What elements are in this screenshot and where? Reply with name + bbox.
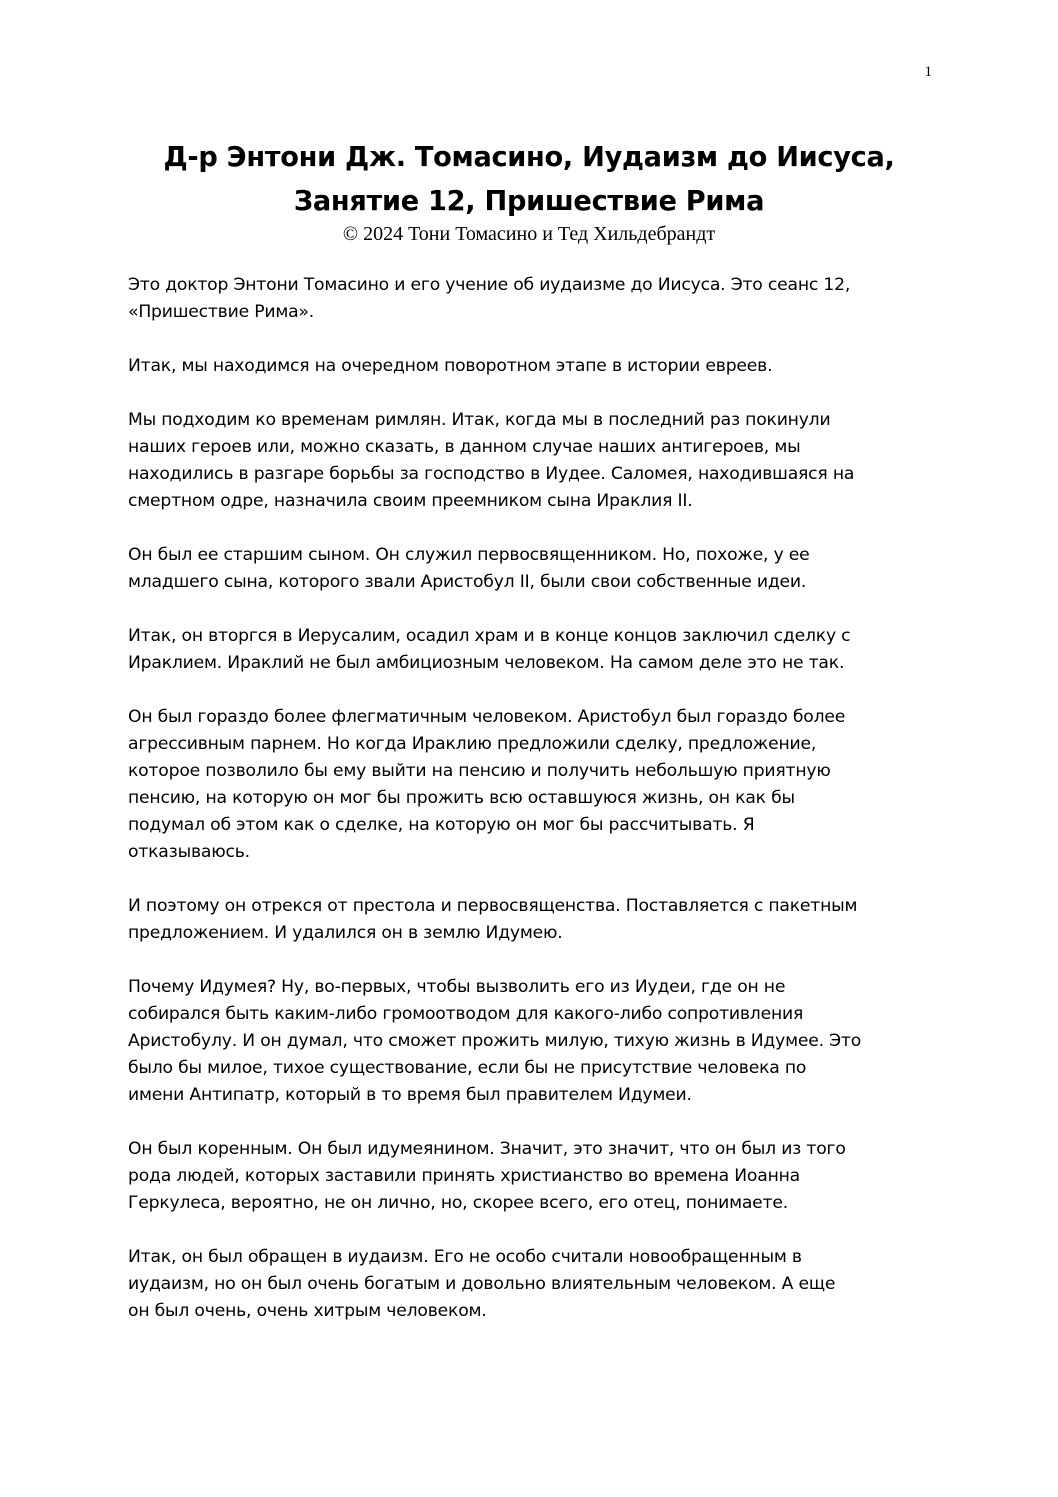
paragraph-line: Итак, он вторгся в Иерусалим, осадил храм и в конце концов заключил сделку с: [128, 626, 851, 646]
paragraph-line: которое позволило бы ему выйти на пенсию и получить небольшую приятную: [128, 761, 831, 781]
paragraph-line: агрессивным парнем. Но когда Ираклию предложили сделку, предложение,: [128, 734, 817, 754]
document-title-line-2: Занятие 12, Пришествие Рима: [293, 186, 765, 217]
paragraph: [128, 353, 938, 380]
paragraph: [128, 407, 938, 515]
paragraph: [128, 974, 938, 1109]
paragraph-line: И поэтому он отрекся от престола и первосвященства. Поставляется с пакетным: [128, 896, 858, 916]
document-title-line-1: Д-р Энтони Дж. Томасино, Иудаизм до Иисуса,: [163, 142, 895, 173]
paragraph-line: Он был коренным. Он был идумеянином. Значит, это значит, что он был из того: [128, 1139, 846, 1159]
paragraph-line: младшего сына, которого звали Аристобул II, были свои собственные идеи.: [128, 572, 807, 592]
paragraph: [128, 623, 938, 677]
paragraph-line: Итак, он был обращен в иудаизм. Его не особо считали новообращенным в: [128, 1247, 802, 1267]
paragraph: [128, 1136, 938, 1217]
page-number: 1: [924, 64, 932, 80]
paragraph-line: иудаизм, но он был очень богатым и довольно влиятельным человеком. А еще: [128, 1274, 836, 1294]
paragraph-line: Это доктор Энтони Томасино и его учение об иудаизме до Иисуса. Это сеанс 12,: [128, 275, 851, 295]
paragraph-line: наших героев или, можно сказать, в данном случае наших антигероев, мы: [128, 437, 801, 457]
paragraph-line: Он был гораздо более флегматичным человеком. Аристобул был гораздо более: [128, 707, 846, 727]
paragraph-line: Мы подходим ко временам римлян. Итак, когда мы в последний раз покинули: [128, 410, 831, 430]
paragraph-line: Почему Идумея? Ну, во-первых, чтобы вызволить его из Иудеи, где он не: [128, 977, 786, 997]
paragraph-line: рода людей, которых заставили принять христианство во времена Иоанна: [128, 1166, 800, 1186]
paragraph: [128, 542, 938, 596]
paragraph-line: Геркулеса, вероятно, не он лично, но, скорее всего, его отец, понимаете.: [128, 1193, 788, 1213]
paragraph-line: Аристобулу. И он думал, что сможет прожить милую, тихую жизнь в Идумее. Это: [128, 1031, 862, 1051]
paragraph-line: Он был ее старшим сыном. Он служил первосвященником. Но, похоже, у ее: [128, 545, 810, 565]
paragraph: [128, 704, 938, 866]
paragraph-line: смертном одре, назначила своим преемником сына Ираклия II.: [128, 491, 693, 511]
paragraph: [128, 1244, 938, 1325]
paragraph-line: было бы милое, тихое существование, если бы не присутствие человека по: [128, 1058, 807, 1078]
document-title: [120, 136, 938, 224]
paragraph-line: находились в разгаре борьбы за господство в Иудее. Саломея, находившаяся на: [128, 464, 855, 484]
paragraph-line: Итак, мы находимся на очередном поворотном этапе в истории евреев.: [128, 356, 773, 376]
paragraph-line: подумал об этом как о сделке, на которую он мог бы рассчитывать. Я: [128, 815, 755, 835]
paragraph-line: имени Антипатр, который в то время был правителем Идумеи.: [128, 1085, 692, 1105]
paragraph-line: Ираклием. Ираклий не был амбициозным человеком. На самом деле это не так.: [128, 653, 845, 673]
paragraph-line: предложением. И удалился он в землю Идумею.: [128, 923, 563, 943]
copyright-line: © 2024 Тони Томасино и Тед Хильдебрандт: [342, 223, 716, 245]
paragraph: [128, 272, 938, 326]
paragraph-line: «Пришествие Рима».: [128, 302, 315, 322]
paragraph: [128, 893, 938, 947]
paragraph-line: отказываюсь.: [128, 842, 250, 862]
paragraph-line: собирался быть каким-либо громоотводом для какого-либо сопротивления: [128, 1004, 804, 1024]
paragraph-line: пенсию, на которую он мог бы прожить всю оставшуюся жизнь, он как бы: [128, 788, 795, 808]
paragraph-line: он был очень, очень хитрым человеком.: [128, 1301, 487, 1321]
document-body: [128, 272, 938, 1352]
